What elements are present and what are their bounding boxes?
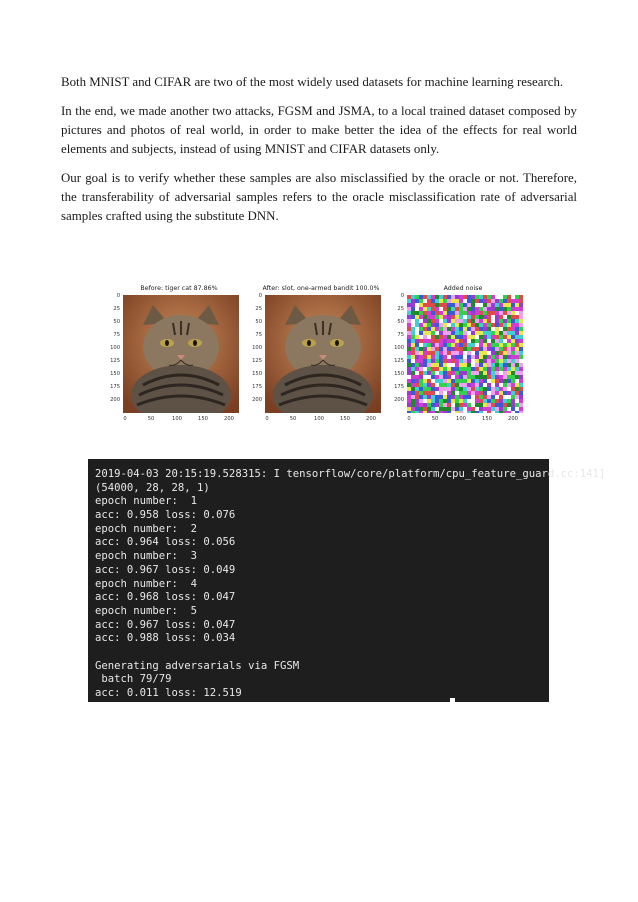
y-tick: 0: [258, 293, 262, 299]
plot-area: [407, 295, 523, 413]
x-tick: 150: [198, 416, 208, 422]
y-tick: 50: [113, 319, 120, 325]
terminal-line: epoch number: 5: [95, 604, 198, 617]
x-tick: 100: [314, 416, 324, 422]
x-tick: 50: [289, 416, 297, 422]
plot-area: [123, 295, 239, 413]
y-tick: 175: [110, 384, 120, 390]
y-tick: 150: [110, 371, 120, 377]
terminal-line: epoch number: 1: [95, 495, 198, 508]
y-tick: 0: [116, 293, 120, 299]
x-tick: 50: [431, 416, 439, 422]
y-tick: 75: [255, 332, 262, 338]
x-tick: 100: [456, 416, 466, 422]
terminal-line: acc: 0.967 loss: 0.049: [95, 563, 236, 576]
y-tick: 0: [400, 293, 404, 299]
y-tick: 50: [255, 319, 262, 325]
y-tick: 175: [252, 384, 262, 390]
x-tick: 150: [340, 416, 350, 422]
terminal-line: epoch number: 3: [95, 550, 198, 563]
terminal-line: acc: 0.011 loss: 12.519: [95, 687, 242, 699]
y-tick: 100: [252, 345, 262, 351]
terminal-line: (54000, 28, 28, 1): [95, 481, 210, 494]
y-tick: 75: [397, 332, 404, 338]
y-tick: 25: [255, 306, 262, 312]
y-tick: 175: [394, 384, 404, 390]
y-tick: 125: [394, 358, 404, 364]
noise-image: [407, 295, 523, 413]
y-tick: 100: [394, 345, 404, 351]
y-tick: 150: [252, 371, 262, 377]
x-tick: 100: [172, 416, 182, 422]
plot-area: [265, 295, 381, 413]
x-tick: 0: [123, 416, 127, 422]
y-tick: 25: [113, 306, 120, 312]
paragraph-datasets: Both MNIST and CIFAR are two of the most widely used datasets for machine learning research.: [61, 75, 564, 89]
body-text: [61, 73, 577, 236]
terminal-line: 2019-04-03 20:15:19.528315: I tensorflow/core/platform/cpu_feature_guard.cc:141]: [95, 468, 606, 480]
x-tick: 200: [224, 416, 234, 422]
cat-image: [265, 295, 381, 413]
y-tick: 200: [394, 397, 404, 403]
x-tick: 200: [366, 416, 376, 422]
y-tick: 125: [252, 358, 262, 364]
terminal-line: batch 79/79: [95, 673, 172, 686]
x-tick: 200: [508, 416, 518, 422]
x-tick: 0: [407, 416, 411, 422]
panel-title: Added noise: [443, 285, 483, 292]
terminal-line: epoch number: 4: [95, 577, 198, 590]
terminal-line: epoch number: 2: [95, 522, 198, 535]
x-tick: 150: [482, 416, 492, 422]
terminal-line: acc: 0.964 loss: 0.056: [95, 536, 236, 549]
y-tick: 100: [110, 345, 120, 351]
y-tick: 150: [394, 371, 404, 377]
paragraph-attacks: In the end, we made another two attacks, FGSM and JSMA, to a local trained dataset composed by pictures and photos of real world, in order to make better the idea of the effects for real world elements and subjects, instead of using MNIST and CIFAR datasets only.: [61, 104, 577, 156]
y-tick: 50: [397, 319, 404, 325]
adversarial-figure: [108, 285, 528, 430]
terminal-line: [95, 646, 549, 660]
y-tick: 75: [113, 332, 120, 338]
panel-noise: [392, 285, 524, 430]
panel-after: [250, 285, 382, 430]
terminal-line: acc: 0.968 loss: 0.047: [95, 591, 236, 604]
y-tick: 200: [110, 397, 120, 403]
terminal-line: acc: 0.967 loss: 0.047: [95, 618, 236, 631]
y-tick: 200: [252, 397, 262, 403]
terminal-cursor: [450, 698, 455, 702]
panel-title: Before: tiger cat 87.86%: [140, 285, 218, 292]
panel-before: [108, 285, 240, 430]
y-tick: 125: [110, 358, 120, 364]
panel-title: After: slot, one-armed bandit 100.0%: [262, 285, 380, 292]
x-tick: 0: [265, 416, 269, 422]
terminal-output: [88, 459, 606, 702]
x-tick: 50: [147, 416, 155, 422]
y-tick: 25: [397, 306, 404, 312]
terminal-line: acc: 0.988 loss: 0.034: [95, 632, 236, 645]
cat-image: [123, 295, 239, 413]
paragraph-goal: Our goal is to verify whether these samples are also misclassified by the oracle or not. Therefore, the transferability of adversarial samples refers to the oracle misclassification rate of adversarial samples crafted using the substitute DNN.: [61, 171, 577, 223]
terminal-line: acc: 0.958 loss: 0.076: [95, 509, 236, 522]
terminal-line: Generating adversarials via FGSM: [95, 659, 300, 672]
